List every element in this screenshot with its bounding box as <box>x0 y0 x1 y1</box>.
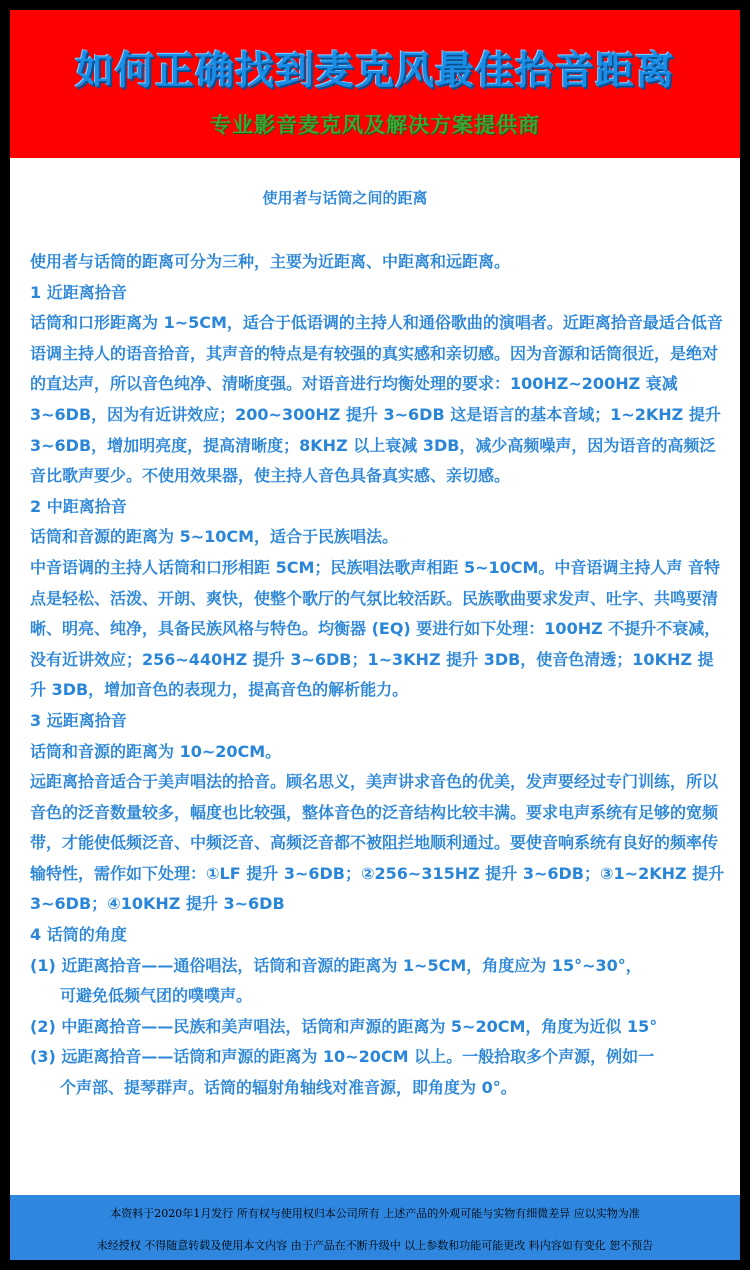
section-title: 使用者与话筒之间的距离 <box>262 189 428 207</box>
intro-paragraph: 使用者与话筒的距离可分为三种，主要为近距离、中距离和远距离。 <box>30 252 511 271</box>
angle-item-1: (1) 近距离拾音——通俗唱法，话筒和音源的距离为 1~5CM，角度应为 15°~30°， <box>30 955 642 975</box>
section-1-paragraph: 话筒和口形距离为 1~5CM，适合于低语调的主持人和通俗歌曲的演唱者。近距离拾音最适合低音语调主持人的语音拾音，其声音的特点是有较强的真实感和亲切感。因为音源和话筒很近，是绝对的直达声，所以音色纯净、清晰度强。对语音进行均衡处理的要求：100HZ~200HZ 衰减 3~6DB，因为有近讲效应；200~300HZ 提升 3~6DB 这是语言的基本音域；1~2KHZ 提升 3~6DB，增加明亮度，提高清晰度；8KHZ 以上衰减 3DB，减少高频噪声，因为语音的高频泛音比歌声要少。不使用效果器，使主持人音色具备真实感、亲切感。 <box>30 313 723 486</box>
article-body <box>30 247 726 1104</box>
section-3-paragraph-2: 远距离拾音适合于美声唱法的拾音。顾名思义，美声讲求音色的优美，发声要经过专门训练，所以音色的泛音数量较多，幅度也比较强，整体音色的泛音结构比较丰满。要求电声系统有足够的宽频带，才能使低频泛音、中频泛音、高频泛音都不被阻拦地顺利通过。要使音响系统有良好的频率传输特性，需作如下处理：①LF 提升 3~6DB；②256~315HZ 提升 3~6DB；③1~2KHZ 提升 3~6DB；④10KHZ 提升 3~6DB <box>30 772 725 914</box>
page-frame <box>10 10 740 1260</box>
header-banner <box>10 10 740 158</box>
footer-bar <box>10 1195 740 1260</box>
footer-notice-2: 未经授权 不得随意转载及使用本文内容 由于产品在不断升级中 以上参数和功能可能更改 料内容如有变化 恕不预告 <box>96 1239 654 1252</box>
section-3-paragraph-1: 话筒和音源的距离为 10~20CM。 <box>30 741 282 761</box>
section-2-paragraph-1: 话筒和音源的距离为 5~10CM，适合于民族唱法。 <box>30 527 399 547</box>
footer-notice-1: 本资料于2020年1月发行 所有权与使用权归本公司所有 上述产品的外观可能与实物有细微差异 应以实物为准 <box>110 1207 640 1220</box>
section-4-heading: 4 话筒的角度 <box>30 925 127 945</box>
section-2-paragraph-2: 中音语调的主持人话筒和口形相距 5CM；民族唱法歌声相距 5~10CM。中音语调主持人声 音特点是轻松、活泼、开朗、爽快，使整个歌厅的气氛比较活跃。民族歌曲要求发声、吐字、共鸣要清晰、明亮、纯净，具备民族风格与特色。均衡器 (EQ) 要进行如下处理：100HZ 不提升不衰减，没有近讲效应；256~440HZ 提升 3~6DB；1~3KHZ 提升 3DB，使音色清透；10KHZ 提升 3DB，增加音色的表现力，提高音色的解析能力。 <box>30 557 721 700</box>
section-3-heading: 3 远距离拾音 <box>30 710 127 730</box>
angle-item-3: (3) 远距离拾音——话筒和声源的距离为 10~20CM 以上。一般拾取多个声源，例如一 <box>30 1047 655 1067</box>
section-2-heading: 2 中距离拾音 <box>30 496 127 516</box>
angle-item-3-continuation: 个声部、提琴群声。话筒的辐射角轴线对准音源，即角度为 0°。 <box>60 1078 517 1098</box>
angle-item-1-continuation: 可避免低频气团的噗噗声。 <box>60 986 253 1006</box>
page-title: 如何正确找到麦克风最佳拾音距离 <box>74 49 675 94</box>
angle-item-2: (2) 中距离拾音——民族和美声唱法，话筒和声源的距离为 5~20CM，角度为近似 15° <box>30 1016 658 1036</box>
section-1-heading: 1 近距离拾音 <box>30 282 127 302</box>
page-subtitle: 专业影音麦克风及解决方案提供商 <box>210 113 540 137</box>
